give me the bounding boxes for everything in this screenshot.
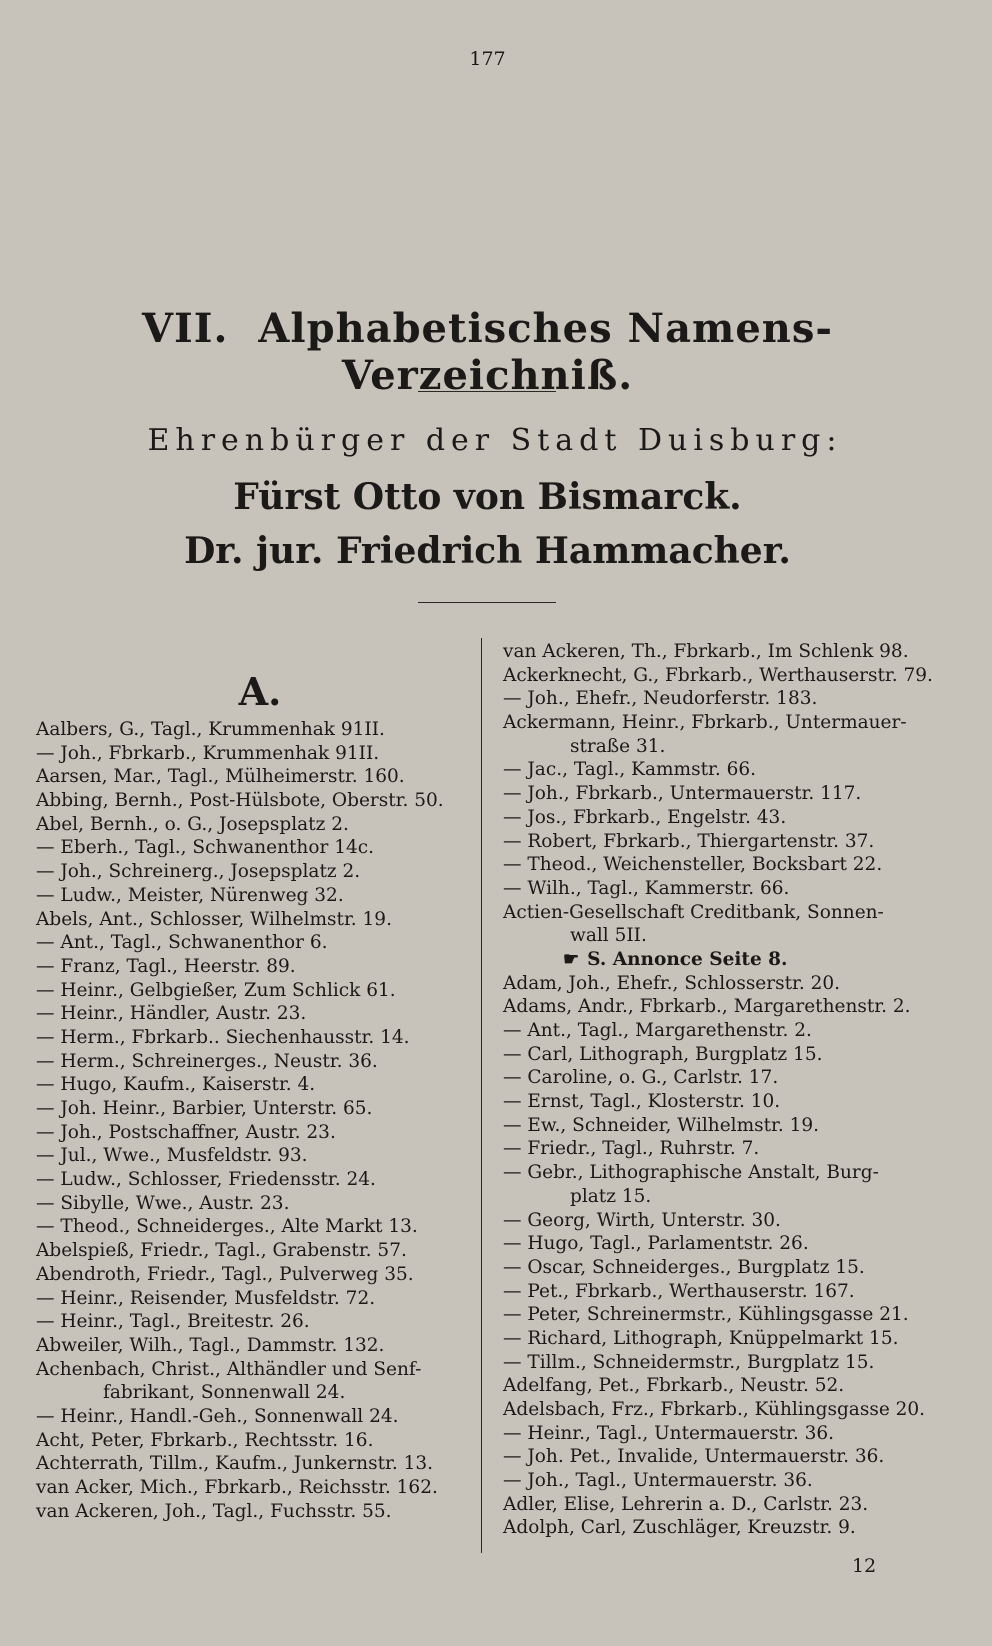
list-item: — Theod., Schneiderges., Alte Markt 13.: [36, 1216, 418, 1238]
list-item: — Heinr., Gelbgießer, Zum Schlick 61.: [36, 979, 396, 1001]
list-item-continuation: platz 15.: [570, 1185, 652, 1207]
section-letter-a: A.: [238, 669, 282, 714]
column-divider: [481, 638, 482, 1553]
list-item: van Ackeren, Joh., Tagl., Fuchsstr. 55.: [36, 1500, 392, 1522]
list-item: — Oscar, Schneiderges., Burgplatz 15.: [503, 1256, 865, 1278]
page-number: 177: [469, 48, 506, 70]
list-item: Ackerknecht, G., Fbrkarb., Werthauserstr. 79.: [503, 664, 933, 686]
list-item: — Franz, Tagl., Heerstr. 89.: [36, 955, 296, 977]
list-item: — Joh., Fbrkarb., Untermauerstr. 117.: [503, 783, 862, 805]
list-item: Achenbach, Christ., Althändler und Senf-: [36, 1358, 422, 1380]
list-item: Aalbers, G., Tagl., Krummenhak 91II.: [36, 719, 385, 740]
list-item-continuation: straße 31.: [570, 735, 666, 757]
list-item: Abelspieß, Friedr., Tagl., Grabenstr. 57.: [36, 1240, 407, 1262]
list-item: — Gebr., Lithographische Anstalt, Burg-: [503, 1162, 879, 1184]
list-item: — Ludw., Meister, Nürenweg 32.: [36, 884, 344, 906]
list-item: Abel, Bernh., o. G., Josepsplatz 2.: [36, 813, 349, 835]
list-item: van Acker, Mich., Fbrkarb., Reichsstr. 162.: [36, 1477, 438, 1498]
list-item: — Herm., Schreinerges., Neustr. 36.: [36, 1050, 378, 1072]
list-item-continuation: wall 5II.: [570, 925, 647, 947]
annonce-notice-text: S. Annonce Seite 8.: [587, 948, 788, 970]
list-item: — Joh., Schreinerg., Josepsplatz 2.: [36, 861, 361, 883]
list-item: — Jul., Wwe., Musfeldstr. 93.: [36, 1145, 308, 1167]
list-item: — Joh. Heinr., Barbier, Unterstr. 65.: [36, 1098, 373, 1119]
list-item: Acht, Peter, Fbrkarb., Rechtsstr. 16.: [36, 1429, 374, 1451]
list-item: — Joh. Pet., Invalide, Untermauerstr. 36.: [503, 1446, 885, 1468]
list-item: — Tillm., Schneidermstr., Burgplatz 15.: [503, 1351, 875, 1373]
list-item: Abweiler, Wilh., Tagl., Dammstr. 132.: [36, 1334, 385, 1356]
list-item: Abendroth, Friedr., Tagl., Pulverweg 35.: [36, 1263, 414, 1285]
list-item: — Jac., Tagl., Kammstr. 66.: [503, 759, 757, 781]
list-item: — Robert, Fbrkarb., Thiergartenstr. 37.: [503, 830, 875, 852]
list-item: — Joh., Ehefr., Neudorferstr. 183.: [503, 688, 818, 710]
pointing-hand-icon: ☛: [563, 948, 580, 970]
honorary-citizens-heading: Ehrenbürger der Stadt Duisburg:: [147, 423, 843, 458]
annonce-notice: [503, 948, 943, 972]
list-item: — Herm., Fbrkarb.. Siechenhausstr. 14.: [36, 1026, 410, 1048]
left-column: [36, 718, 476, 1523]
list-item: — Ernst, Tagl., Klosterstr. 10.: [503, 1091, 781, 1113]
list-item: Achterrath, Tillm., Kaufm., Junkernstr. 13.: [36, 1453, 434, 1475]
divider-rule-top: [418, 391, 556, 392]
list-item: — Ew., Schneider, Wilhelmstr. 19.: [503, 1114, 820, 1136]
list-item: — Ant., Tagl., Margarethenstr. 2.: [503, 1020, 812, 1041]
list-item: Adolph, Carl, Zuschläger, Kreuzstr. 9.: [503, 1517, 856, 1539]
list-item: — Joh., Tagl., Untermauerstr. 36.: [503, 1470, 813, 1492]
list-item: — Heinr., Tagl., Untermauerstr. 36.: [503, 1422, 835, 1444]
list-item: — Joh., Postschaffner, Austr. 23.: [36, 1121, 336, 1143]
list-item: — Eberh., Tagl., Schwanenthor 14c.: [36, 837, 374, 859]
list-item: Aarsen, Mar., Tagl., Mülheimerstr. 160.: [36, 766, 405, 788]
list-item: Ackermann, Heinr., Fbrkarb., Untermauer-: [503, 712, 907, 734]
list-item: — Heinr., Reisender, Musfeldstr. 72.: [36, 1287, 376, 1309]
list-item: — Theod., Weichensteller, Bocksbart 22.: [503, 854, 883, 876]
list-item: van Ackeren, Th., Fbrkarb., Im Schlenk 98.: [503, 641, 909, 662]
chapter-title-text: Alphabetisches Namens-Verzeichniß.: [258, 305, 833, 399]
list-item: — Richard, Lithograph, Knüppelmarkt 15.: [503, 1327, 899, 1349]
list-item: Abels, Ant., Schlosser, Wilhelmstr. 19.: [36, 908, 392, 930]
divider-rule-bottom: [418, 602, 556, 603]
right-column: [503, 640, 943, 1540]
list-item: Adams, Andr., Fbrkarb., Margarethenstr. 2.: [503, 996, 911, 1018]
list-item: Abbing, Bernh., Post-Hülsbote, Oberstr. 50.: [36, 790, 444, 812]
list-item: — Wilh., Tagl., Kammerstr. 66.: [503, 877, 790, 899]
list-item: Adelsbach, Frz., Fbrkarb., Kühlingsgasse 20.: [503, 1399, 926, 1420]
list-item: — Friedr., Tagl., Ruhrstr. 7.: [503, 1138, 760, 1160]
chapter-title: [0, 305, 975, 399]
list-item: — Heinr., Tagl., Breitestr. 26.: [36, 1311, 310, 1333]
list-item: Adler, Elise, Lehrerin a. D., Carlstr. 23.: [503, 1493, 869, 1515]
list-item: Adelfang, Pet., Fbrkarb., Neustr. 52.: [503, 1375, 845, 1397]
list-item: — Pet., Fbrkarb., Werthauserstr. 167.: [503, 1280, 855, 1302]
list-item: — Georg, Wirth, Unterstr. 30.: [503, 1209, 781, 1231]
list-item-continuation: fabrikant, Sonnenwall 24.: [103, 1382, 346, 1404]
honorary-citizen-bismarck: Fürst Otto von Bismarck.: [233, 476, 742, 518]
list-item: — Heinr., Händler, Austr. 23.: [36, 1003, 307, 1025]
list-item: — Peter, Schreinermstr., Kühlingsgasse 21.: [503, 1304, 909, 1326]
list-item: — Carl, Lithograph, Burgplatz 15.: [503, 1043, 823, 1065]
list-item: Adam, Joh., Ehefr., Schlosserstr. 20.: [503, 972, 841, 994]
honorary-citizen-hammacher: Dr. jur. Friedrich Hammacher.: [184, 530, 791, 572]
list-item: — Hugo, Kaufm., Kaiserstr. 4.: [36, 1074, 316, 1096]
list-item: — Joh., Fbrkarb., Krummenhak 91II.: [36, 742, 380, 764]
list-item: Actien-Gesellschaft Creditbank, Sonnen-: [503, 901, 884, 923]
list-item: — Sibylle, Wwe., Austr. 23.: [36, 1192, 290, 1214]
list-item: — Heinr., Handl.-Geh., Sonnenwall 24.: [36, 1405, 399, 1427]
list-item: — Ant., Tagl., Schwanenthor 6.: [36, 932, 328, 954]
chapter-roman-numeral: VII.: [142, 305, 229, 352]
list-item: — Caroline, o. G., Carlstr. 17.: [503, 1067, 779, 1089]
printer-signature-mark: 12: [852, 1555, 877, 1577]
list-item: — Jos., Fbrkarb., Engelstr. 43.: [503, 806, 787, 828]
list-item: — Ludw., Schlosser, Friedensstr. 24.: [36, 1169, 376, 1191]
list-item: — Hugo, Tagl., Parlamentstr. 26.: [503, 1233, 809, 1255]
